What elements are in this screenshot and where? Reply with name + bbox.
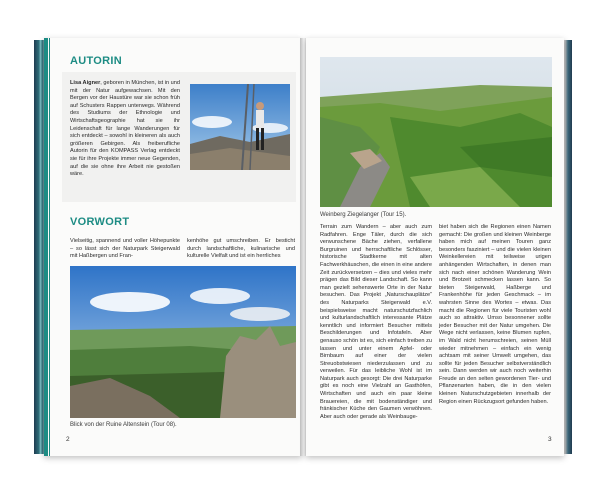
left-page [44,38,302,456]
page-number-right: 3 [548,436,552,443]
accent-bar [44,38,48,456]
right-page [306,38,564,456]
book-spread [34,38,570,456]
vineyard-photo [320,57,552,207]
author-box [62,72,296,202]
author-name: Lisa Aigner [70,80,101,86]
author-bio: Lisa Aigner, geboren in München, ist in und mit der Natur aufgewachsen. Mit den Bergen vor der Haustüre war sie schon früh auf Schusters Rappen unterwegs. Während des Studiums der Ethnologie und Wirtschaftsgeographie hat sie ihr Leidenschaft für lange Wanderungen für sich entdeckt – sowohl in kleineren als auch größeren Gebirgen. Als freiberufliche Autorin für den KOMPASS Verlag entdeckt sie für ihre Projekte immer neue Gegenden, auf die sie ohne ihre Arbeit nie gestoßen wäre. [70,80,180,178]
accent-line [49,38,50,456]
foreword-column-3: Terrain zum Wandern – aber auch zum Radfahren. Enge Täler, durch die sich verwunschene Bäche ziehen, verfallene Burgruinen und herrschaftliche Schlösser, historische Stadtkerne mit alten Fachwerkhäuschen, die einen in eine andere Zeit zurückversetzen – dies und vieles mehr prägen das Bild dieser Landschaft. So kann man gezielt sehenswerte Orte in der Natur besuchen. Das Projekt „Naturschauplätze“ des Naturparks Steigerwald e.V. beispielsweise macht naturschutzfachlich und kulturlandschaftlich interessante Plätze kenntlich und informiert Besucher mittels Beschilderungen und Infotafeln. Aber genauso schön ist es, sich einfach treiben zu lassen und unter einem Apfel- oder Birnbaum auf einer der vielen Streuobstwiesen niederzulassen und zu verweilen. Für das leibliche Wohl ist im Naturpark auch gesorgt: Die drei Naturparke gibt es noch eine Vielzahl an Gasthöfen, Wirtschaften und auch ein paar kleine Brauereien, die mit bodenständiger und fränkischer Küche den Gaumen verwöhnen. Aber auch oder gerade als Weinbauge- [320,224,432,420]
foreword-column-1: Vielseitig, spannend und voller Höhepunkte – so lässt sich der Naturpark Steigerwald mit Haßbergen und Fran- [70,238,180,260]
foreword-column-4: biet haben sich die Regionen einen Namen gemacht: Die großen und kleinen Weinberge haben mich auf meinen Touren ganz besonders fasziniert – und die vielen kleinen Weinkellereien mit teilweise urigen anhängenden Wirtschaften, in denen man sich nach einer schönen Wanderung Wein und Brotzeit schmecken lassen kann. So bieten Steigerwald, Haßberge und Frankenhöhe für jeden Geschmack – im wahrsten Sinne des Wortes – etwas. Das macht die Regionen für viele Touristen wohl auch so attraktiv. Umso besonnener sollte jeder Besucher mit der Natur umgehen. Die Wege nicht verlassen, keine Blumen rupfen, im Wald nicht herumschreien, seinen Müll wieder mitnehmen – einfach ein wenig achtsam mit seiner Umwelt umgehen, das sollte für jeden Besucher selbstverständlich sein. Dann werden wir auch noch weiterhin Freude an den selten gewordenen Tier- und Pflanzenarten haben, die in den vielen kleinen Naturschutzgebieten innerhalb der Region einen Rückzugsort gefunden haben. [439,224,551,405]
page-number-left: 2 [66,436,70,443]
foreword-heading: VORWORT [70,216,130,228]
author-heading: AUTORIN [70,55,123,67]
vineyard-photo-caption: Weinberg Ziegelanger (Tour 15). [320,212,407,218]
foreword-column-2: kenhöhe gut umschreiben. Er besticht durch landschaftliche, kulinarische und kulturelle Vielfalt und ist ein herrliches [187,238,295,260]
ruin-photo-caption: Blick von der Ruine Altenstein (Tour 08). [70,422,177,428]
ruin-photo [70,266,296,418]
author-photo [190,84,290,170]
